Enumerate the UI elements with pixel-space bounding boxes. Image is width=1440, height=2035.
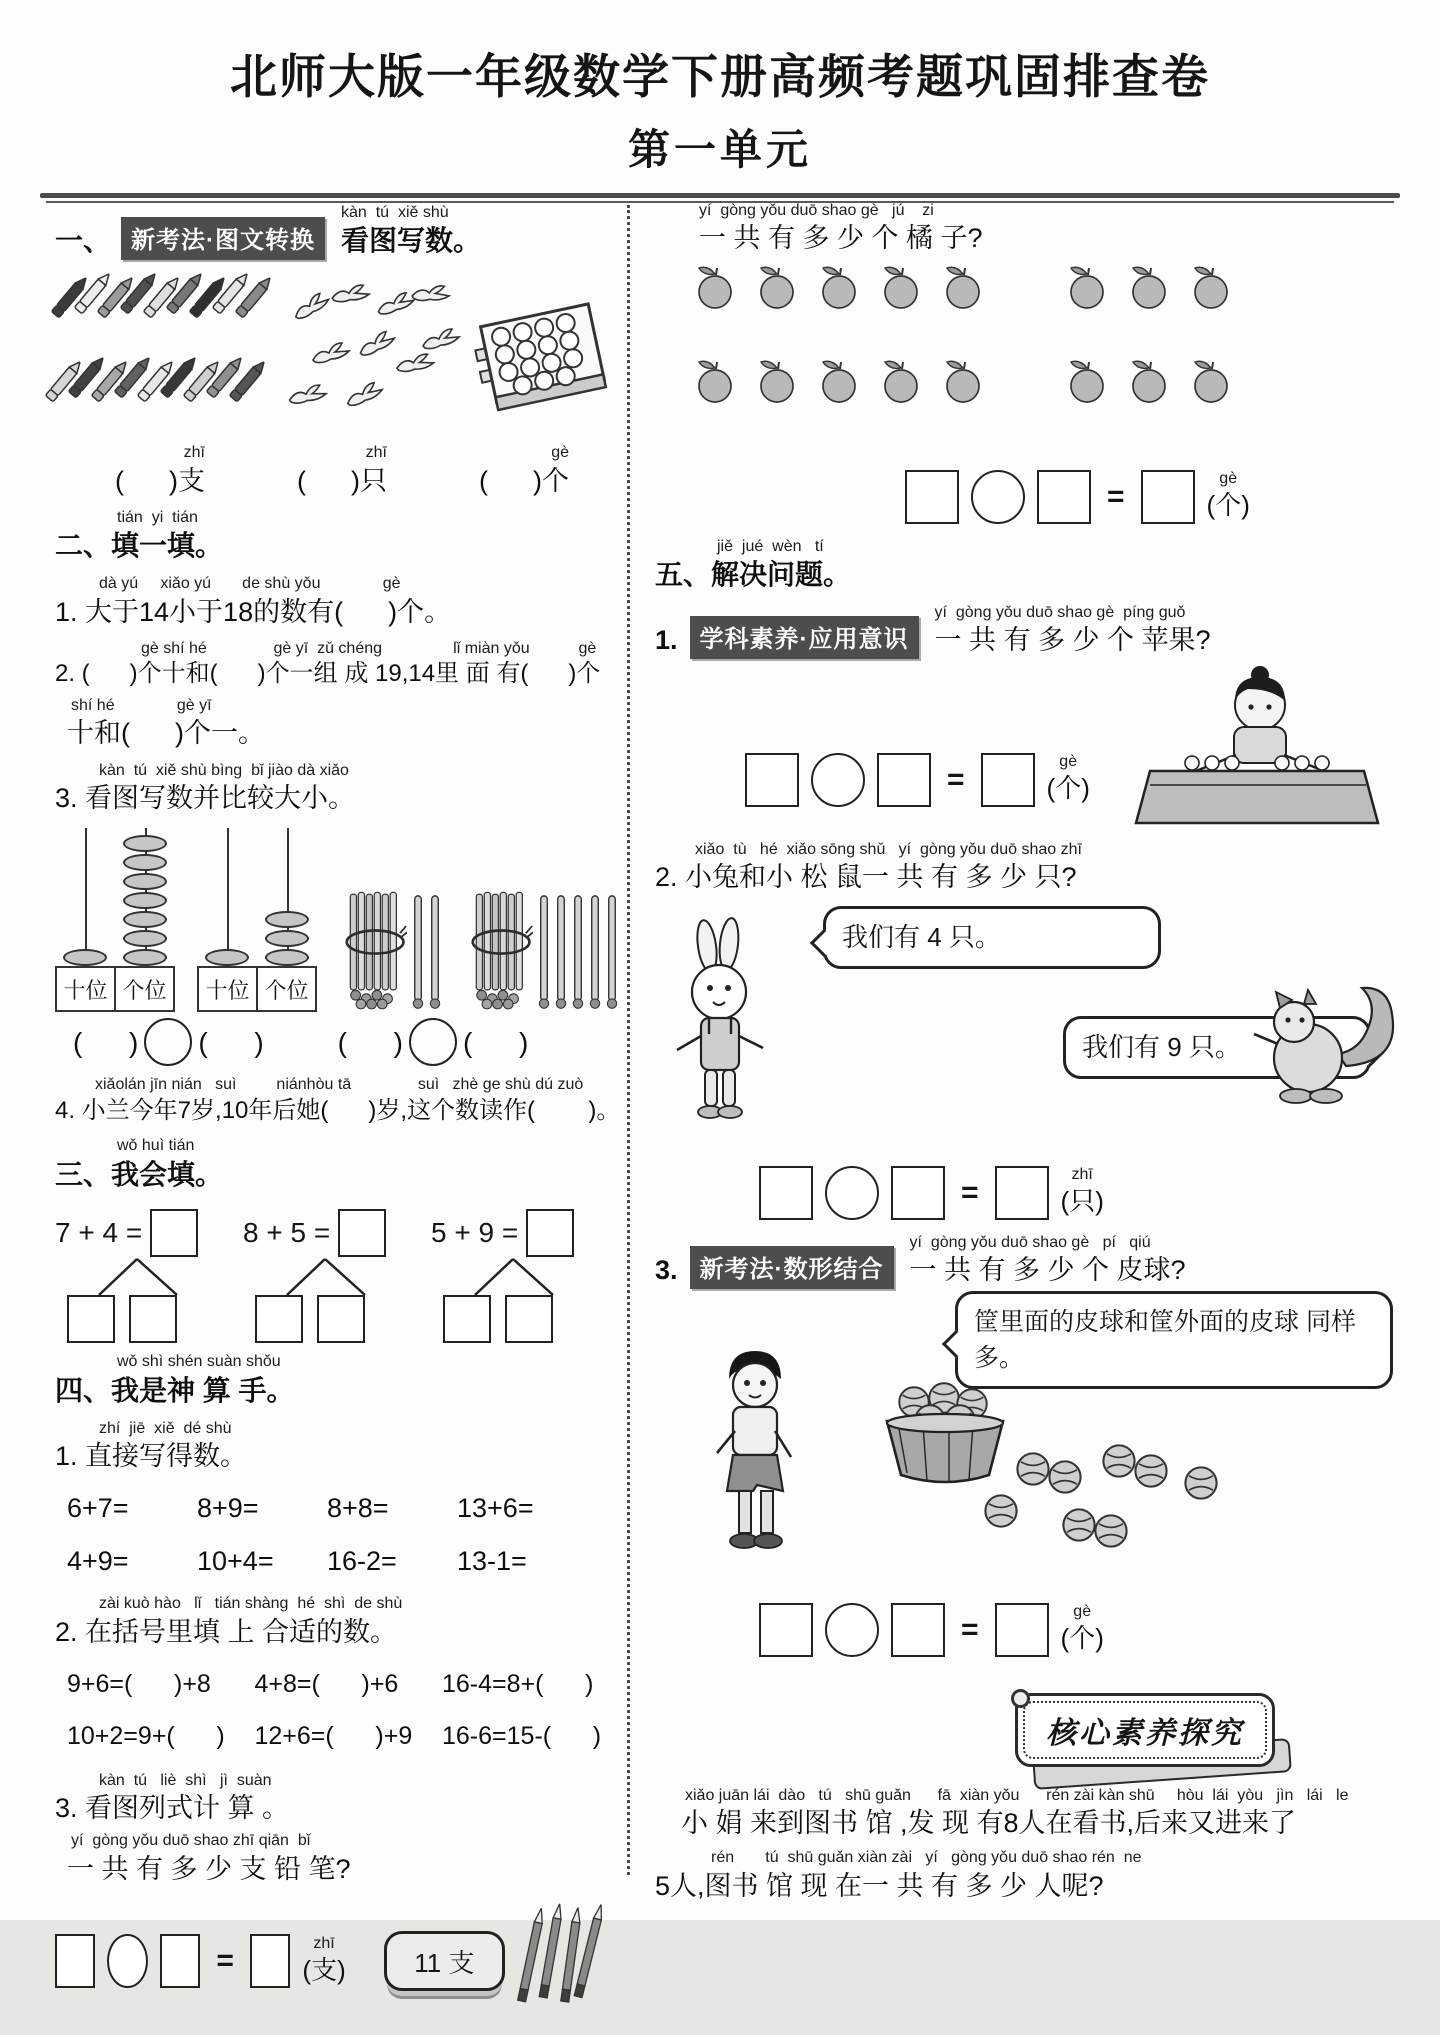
compare-circle [144, 1018, 192, 1066]
q2-1-text: 1. 大于14小于18的数有( )个。 [55, 596, 452, 627]
section-1-answers [55, 444, 603, 499]
equals-sign: = [961, 1612, 979, 1646]
bond-box [505, 1295, 553, 1343]
plaque-text: 核心素养探究 [1046, 1716, 1244, 1750]
q5-1-badge: 学科素养·应用意识 [690, 616, 919, 659]
equals-sign: = [947, 762, 965, 796]
fill-row-1 [55, 1668, 603, 1702]
bond-box [443, 1295, 491, 1343]
equals-sign: = [961, 1175, 979, 1209]
q5-2-figures [655, 900, 1400, 1152]
q1-oranges-pinyin: yí gòng yǒu duō shao gè jú zi [699, 202, 934, 219]
column-divider [627, 205, 630, 1875]
page-subtitle: 第一单元 [627, 126, 812, 173]
plaque-label [1015, 1693, 1275, 1767]
pinyin-ge: gè [1073, 1602, 1092, 1620]
boy-figure-icon [699, 1345, 809, 1559]
q4-3b-text: 一 共 有 多 少 支 铅 笔? [67, 1853, 351, 1884]
calc-item: 10+4= [197, 1545, 274, 1576]
bond-lines [85, 1257, 205, 1295]
pinyin-ge: gè [1219, 470, 1238, 488]
pin-icon [1011, 1689, 1030, 1708]
boy-speech-bubble [955, 1291, 1393, 1390]
ones-label: 个位 [122, 977, 167, 1003]
equation-box [160, 1934, 200, 1988]
equation-box [745, 753, 799, 807]
section-1-number: 一、 [55, 225, 112, 257]
bond-equation: 5 + 9 = [431, 1217, 519, 1249]
calc-item: 6+7= [67, 1493, 129, 1524]
bond-equation: 8 + 5 = [243, 1217, 331, 1249]
section-4-pinyin: wǒ shì shén suàn shǒu [117, 1353, 281, 1371]
calc-row-2 [55, 1543, 603, 1579]
answer-box [338, 1209, 386, 1257]
q1-oranges [655, 202, 1400, 257]
counter-tray-icon [471, 295, 611, 427]
bubble-tail [942, 1329, 970, 1357]
q5-1-text: 一 共 有 多 少 个 苹果? [934, 625, 1211, 656]
section-1-figures [55, 266, 603, 434]
pinyin-ge: gè [1059, 753, 1078, 771]
compare-circle [409, 1018, 457, 1066]
pencils-icon [517, 1901, 603, 2021]
section-1-title: 看图写数。 [341, 225, 482, 257]
operator-circle [107, 1934, 147, 1988]
equation-box [1037, 470, 1091, 524]
unit-zhi [302, 1935, 345, 1988]
q5-2 [655, 841, 1400, 896]
pencil-equation-row [55, 1901, 603, 2021]
q4-2-text: 2. 在括号里填 上 合适的数。 [55, 1616, 398, 1647]
section-3-pinyin: wǒ huì tián [117, 1137, 195, 1155]
tens-label: 十位 [199, 968, 258, 1010]
q5-3-text: 一 共 有 多 少 个 皮球? [909, 1255, 1186, 1286]
answer-box [526, 1209, 574, 1257]
fill-item: 10+2=9+( ) [67, 1721, 225, 1750]
calc-item: 4+9= [67, 1545, 129, 1576]
answer-box [995, 1603, 1049, 1657]
blank-pens: ( )支 [115, 465, 205, 496]
calc-row-1 [55, 1490, 603, 1526]
section-1-heading [55, 204, 603, 260]
q2-4 [55, 1076, 621, 1127]
rabbit-speech-bubble [823, 906, 1161, 970]
q4-3-text: 3. 看图列式计 算 。 [55, 1793, 290, 1824]
section-4-title: 四、我是神 算 手。 [55, 1374, 295, 1406]
page-title: 北师大版一年级数学下册高频考题巩固排查卷 [230, 50, 1210, 103]
pencil-case-icon [384, 1931, 505, 1991]
compare-blank: ( ) [198, 1026, 264, 1058]
rabbit-figure-icon [665, 918, 777, 1128]
q5-1-number: 1. [655, 625, 678, 656]
section-1-pinyin: kàn tú xiě shù [341, 204, 449, 221]
q2-3-text: 3. 看图写数并比较大小。 [55, 783, 356, 814]
bond-box [67, 1295, 115, 1343]
pencil-case-label: 11 支 [414, 1947, 475, 1978]
girl-figure-icon [1132, 659, 1382, 831]
answer-ge-counters [479, 444, 569, 499]
calc-item: 13-1= [457, 1545, 527, 1576]
number-bonds [55, 1209, 603, 1343]
bubble-tail [810, 929, 838, 957]
q2-2 [55, 640, 603, 752]
equation-box [759, 1603, 813, 1657]
bond-equation: 7 + 4 = [55, 1217, 143, 1249]
q5-3-heading [655, 1234, 1400, 1289]
right-column [655, 196, 1400, 1908]
section-2-heading [55, 509, 603, 565]
number-bond-2 [243, 1209, 393, 1343]
tens-label: 十位 [57, 968, 116, 1010]
operator-circle [971, 470, 1025, 524]
pinyin-ge: gè [551, 444, 569, 462]
operator-circle [811, 753, 865, 807]
q2-2-text: 2. ( )个十和( )个一组 成 19,14里 面 有( )个 [55, 660, 601, 688]
section-2-pinyin: tián yi tián [117, 509, 198, 527]
comparison-sticks [338, 1018, 529, 1066]
q4-1 [55, 1420, 603, 1475]
q2-4-text: 4. 小兰今年7岁,10年后她( )岁,这个数读作( )。 [55, 1096, 621, 1124]
bead-rack-icon [197, 828, 317, 1012]
section-5-pinyin: jiě jué wèn tí [717, 537, 824, 555]
fill-row-2 [55, 1720, 603, 1754]
blank-birds: ( )只 [297, 465, 387, 496]
section-5-heading [655, 538, 1400, 594]
operator-circle [825, 1603, 879, 1657]
animals-equation-row [759, 1166, 1400, 1220]
q4-3b-pinyin: yí gòng yǒu duō shao zhī qiān bǐ [71, 1832, 311, 1850]
library-problem-text-1: 小 娟 来到图书 馆 ,发 现 有8人在看书,后来又进来了 [681, 1807, 1297, 1838]
compare-blank: ( ) [73, 1026, 139, 1058]
equation-box [55, 1934, 95, 1988]
section-5-title: 五、解决问题。 [655, 559, 852, 591]
fill-item: 9+6=( )+8 [67, 1670, 211, 1699]
unit-zhi [1061, 1166, 1104, 1219]
q5-2-text: 2. 小兔和小 松 鼠一 共 有 多 少 只? [655, 862, 1077, 893]
number-bond-3 [431, 1209, 581, 1343]
q2-1 [55, 575, 603, 630]
library-problem-pinyin-1: xiǎo juān lái dào tú shū guǎn fā xiàn yǒu rén zài kàn shū hòu lái yòu jìn lái le [685, 1786, 1349, 1804]
answer-box [1141, 470, 1195, 524]
squirrel-speech-text: 我们有 9 只。 [1082, 1031, 1241, 1062]
squirrel-figure-icon [1250, 970, 1400, 1120]
unit-label: (个) [1060, 1623, 1104, 1654]
q2-2b-pinyin: shí hé gè yī [71, 696, 212, 714]
q4-3-pinyin: kàn tú liè shì jì suàn [99, 1771, 272, 1789]
section-3-heading [55, 1137, 603, 1193]
fill-item: 12+6=( )+9 [254, 1721, 413, 1750]
stick-bundle-icon [471, 888, 618, 1012]
q5-1-heading [655, 604, 1400, 659]
q2-3-pinyin: kàn tú xiě shù bìng bǐ jiào dà xiǎo [99, 761, 349, 779]
unit-label: (支) [302, 1954, 346, 1985]
fill-item: 16-6=15-( ) [442, 1721, 602, 1750]
answer-box [981, 753, 1035, 807]
q4-1-pinyin: zhí jiē xiě dé shù [99, 1419, 232, 1437]
library-problem-text-2: 5人,图书 馆 现 在一 共 有 多 少 人呢? [655, 1870, 1104, 1901]
fill-item: 16-4=8+( ) [442, 1670, 594, 1699]
compare-blank: ( ) [337, 1026, 403, 1058]
q2-1-pinyin: dà yú xiǎo yú de shù yǒu gè [99, 575, 401, 593]
fill-item: 4+8=( )+6 [254, 1670, 399, 1699]
bond-box [255, 1295, 303, 1343]
oranges-icon [695, 265, 1240, 451]
q5-3-badge: 新考法·数形结合 [690, 1246, 894, 1289]
section-2-title: 二、填一填。 [55, 530, 224, 562]
basket-and-balls-icon [865, 1381, 1225, 1571]
apples-equation-row [745, 753, 1090, 807]
equation-box [759, 1166, 813, 1220]
calc-item: 13+6= [457, 1493, 534, 1524]
unit-ge [1047, 753, 1090, 806]
rabbit-speech-text: 我们有 4 只。 [842, 921, 1001, 952]
q5-3-pinyin: yí gòng yǒu duō shao gè pí qiú [909, 1233, 1151, 1251]
bead-rack-icon [55, 828, 175, 1012]
stick-bundle-icon [345, 888, 441, 1012]
equals-sign: = [216, 1944, 234, 1978]
section-4-heading [55, 1353, 603, 1409]
ones-label: 个位 [264, 977, 309, 1003]
number-bond-1 [55, 1209, 205, 1343]
birds-icon [281, 268, 463, 432]
q2-2b-text: 十和( )个一。 [67, 718, 265, 749]
pinyin-zhi: zhī [183, 444, 205, 462]
unit-ge [1207, 470, 1250, 523]
answer-box [995, 1166, 1049, 1220]
calc-item: 8+8= [327, 1493, 389, 1524]
equation-box [905, 470, 959, 524]
pinyin-zhi: zhī [1071, 1165, 1093, 1183]
equation-box [891, 1603, 945, 1657]
answer-box [250, 1934, 290, 1988]
answer-zhi-pens [115, 444, 205, 499]
q4-1-text: 1. 直接写得数。 [55, 1441, 248, 1472]
core-literacy-plaque [1015, 1693, 1275, 1767]
q5-3-number: 3. [655, 1255, 678, 1286]
comparison-racks [73, 1018, 264, 1066]
library-problem-pinyin-2: rén tú shū guǎn xiàn zài yí gòng yǒu duō shao rén ne [711, 1849, 1142, 1867]
q5-1-body [655, 659, 1400, 831]
compare-blank: ( ) [462, 1026, 529, 1058]
crayons-icon [55, 266, 273, 434]
bond-lines [273, 1257, 393, 1295]
q5-1-pinyin: yí gòng yǒu duō shao gè píng guǒ [934, 604, 1186, 622]
bond-box [129, 1295, 177, 1343]
section-3-title: 三、我会填。 [55, 1158, 224, 1190]
q5-2-pinyin: xiǎo tù hé xiǎo sōng shǔ yí gòng yǒu duō shao zhī [695, 840, 1082, 858]
unit-label: (个) [1206, 490, 1250, 521]
q1-oranges-text: 一 共 有 多 少 个 橘 子? [699, 223, 983, 254]
answer-box [150, 1209, 198, 1257]
oranges-equation-row [905, 470, 1400, 524]
answer-zhi-birds [297, 444, 387, 499]
q2-4-pinyin: xiǎolán jīn nián suì niánhòu tā suì zhè ge shù dú zuò [95, 1076, 584, 1094]
calc-item: 8+9= [197, 1493, 259, 1524]
q4-2-pinyin: zài kuò hào lǐ tián shàng hé shì de shù [99, 1595, 403, 1613]
left-column [55, 196, 621, 2035]
q2-2-pinyin: gè shí hé gè yī zǔ chéng lǐ miàn yǒu gè [141, 640, 597, 658]
boy-speech-text: 筐里面的皮球和筐外面的皮球 同样多。 [974, 1307, 1356, 1372]
q4-3 [55, 1772, 603, 1888]
q2-3 [55, 762, 603, 817]
pinyin-zhi: zhī [313, 1934, 335, 1952]
blank-counters: ( )个 [479, 465, 569, 496]
pinyin-zhi: zhī [365, 444, 387, 462]
unit-label: (个) [1046, 773, 1090, 804]
q5-3-figures [655, 1289, 1400, 1589]
equation-box [877, 753, 931, 807]
operator-circle [825, 1166, 879, 1220]
bond-box [317, 1295, 365, 1343]
unit-label: (只) [1060, 1186, 1104, 1217]
q2-3-figures [55, 828, 603, 1012]
section-1-badge: 新考法·图文转换 [121, 217, 325, 260]
q2-3-comparisons [55, 1018, 603, 1066]
equation-box [891, 1166, 945, 1220]
calc-item: 16-2= [327, 1545, 397, 1576]
bond-lines [461, 1257, 581, 1295]
unit-ge [1061, 1603, 1104, 1656]
library-problem [655, 1787, 1400, 1905]
balls-equation-row [759, 1603, 1400, 1657]
equals-sign: = [1107, 479, 1125, 513]
q4-2 [55, 1595, 603, 1650]
